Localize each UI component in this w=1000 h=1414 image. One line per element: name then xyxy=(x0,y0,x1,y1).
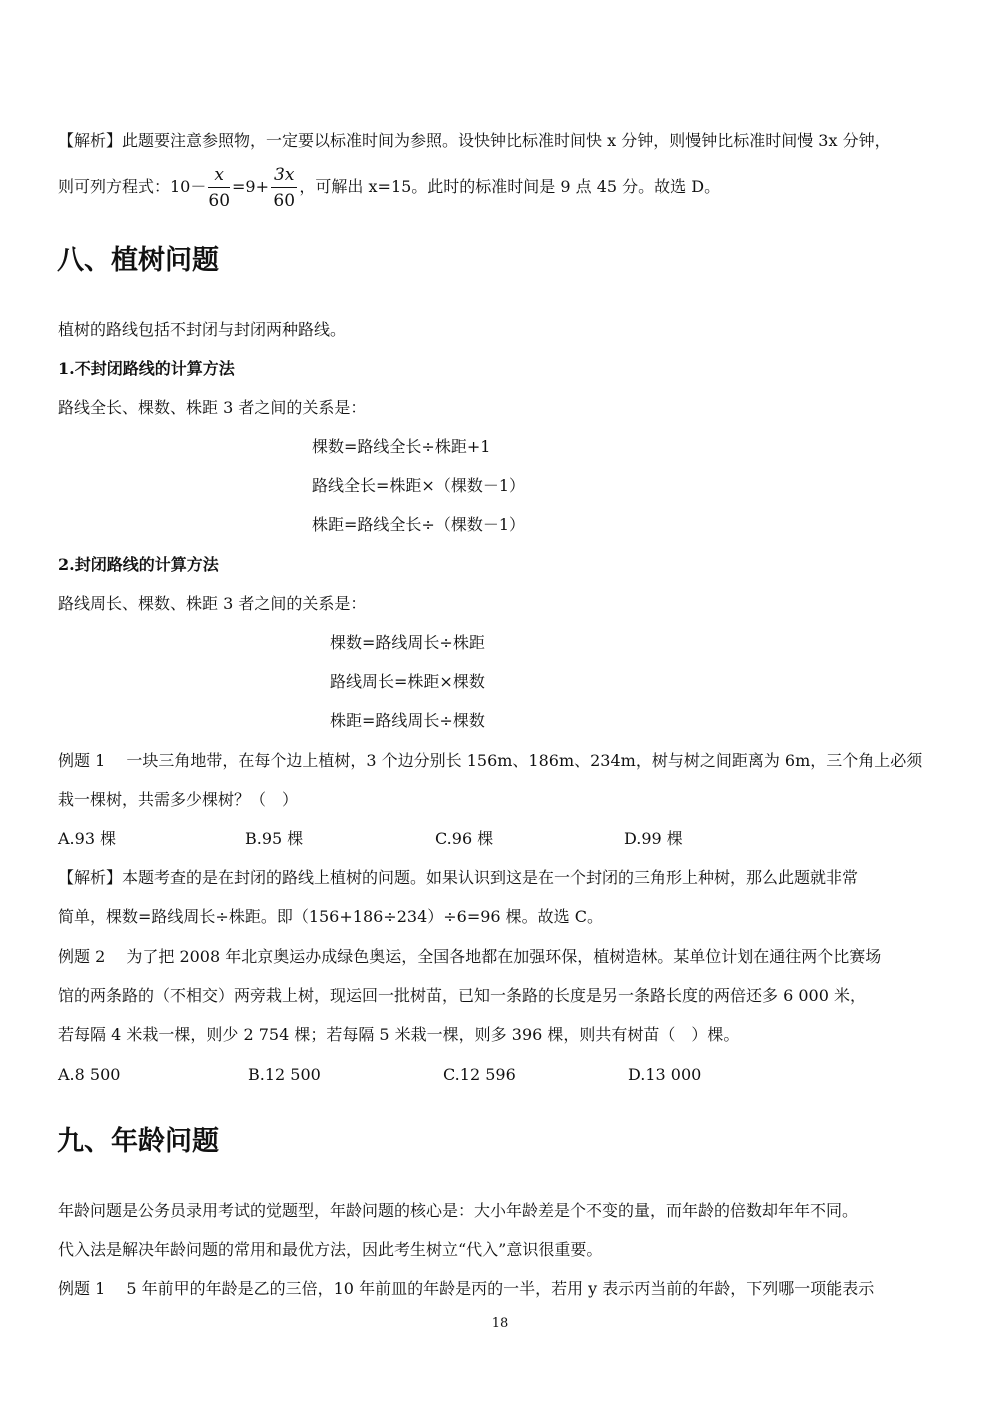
formula-line: 路线周长=株距×棵数 xyxy=(330,672,485,691)
option-d: D.13 000 xyxy=(628,1065,702,1084)
formula-line: 路线全长=株距×（棵数－1） xyxy=(312,476,525,495)
subsection-1-intro: 路线全长、棵数、株距 3 者之间的关系是： xyxy=(58,398,367,417)
analysis-line-1: 【解析】此题要注意参照物，一定要以标准时间为参照。设快钟比标准时间快 x 分钟，则慢钟比标准时间慢 3x 分钟， xyxy=(58,131,891,150)
option-b: B.95 棵 xyxy=(245,829,304,848)
example-2-line-1: 例题 2 为了把 2008 年北京奥运办成绿色奥运，全国各地都在加强环保，植树造林。某单位计划在通往两个比赛场 xyxy=(58,947,882,966)
section-9-heading: 九、年龄问题 xyxy=(57,1126,219,1157)
fraction-3x-over-60 xyxy=(271,165,297,211)
option-c: C.96 棵 xyxy=(435,829,494,848)
option-a: A.93 棵 xyxy=(58,829,117,848)
fraction-x-over-60 xyxy=(208,165,230,211)
subsection-2-title: 2.封闭路线的计算方法 xyxy=(58,555,219,574)
subsection-2-intro: 路线周长、棵数、株距 3 者之间的关系是： xyxy=(58,594,367,613)
section-9-intro-2: 代入法是解决年龄问题的常用和最优方法，因此考生树立“代入”意识很重要。 xyxy=(58,1240,603,1259)
section-9-intro-1: 年龄问题是公务员录用考试的觉题型，年龄问题的核心是：大小年龄差是个不变的量，而年龄的倍数却年年不同。 xyxy=(58,1201,859,1220)
example-2-line-2: 馆的两条路的（不相交）两旁栽上树，现运回一批树苗，已知一条路的长度是另一条路长度的两倍还多 6 000 米， xyxy=(58,986,866,1005)
section-8-heading: 八、植树问题 xyxy=(57,245,219,276)
example-1-analysis-1: 【解析】本题考查的是在封闭的路线上植树的问题。如果认识到这是在一个封闭的三角形上种树，那么此题就非常 xyxy=(58,868,859,887)
option-d: D.99 棵 xyxy=(624,829,683,848)
fraction-denominator: 60 xyxy=(273,190,296,211)
analysis-equation-line xyxy=(58,164,720,211)
section-8-intro: 植树的路线包括不封闭与封闭两种路线。 xyxy=(58,320,347,339)
fraction-denominator: 60 xyxy=(208,190,231,211)
page-number: 18 xyxy=(491,1316,509,1331)
formula-line: 株距=路线周长÷棵数 xyxy=(330,711,485,730)
example-1-analysis-2: 简单，棵数=路线周长÷株距。即（156+186÷234）÷6=96 棵。故选 C。 xyxy=(58,907,604,926)
example-1-line-1: 例题 1 一块三角地带，在每个边上植树，3 个边分别长 156m、186m、234m，树与树之间距离为 6m，三个角上必须 xyxy=(58,751,923,770)
equation-suffix: ，可解出 x=15。此时的标准时间是 9 点 45 分。故选 D。 xyxy=(299,177,721,196)
fraction-numerator: 3x xyxy=(271,165,297,188)
equation-middle: =9+ xyxy=(232,177,270,196)
section-9-example-1-line-1: 例题 1 5 年前甲的年龄是乙的三倍，10 年前皿的年龄是丙的一半，若用 y 表示丙当前的年龄，下列哪一项能表示 xyxy=(58,1279,875,1298)
option-c: C.12 596 xyxy=(443,1065,516,1084)
equation-prefix: 则可列方程式：10－ xyxy=(58,177,207,196)
fraction-numerator: x xyxy=(208,165,230,188)
example-2-line-3: 若每隔 4 米栽一棵，则少 2 754 棵；若每隔 5 米栽一棵，则多 396 棵，则共有树苗（ ）棵。 xyxy=(58,1025,740,1044)
formula-line: 棵数=路线周长÷株距 xyxy=(330,633,485,652)
formula-line: 棵数=路线全长÷株距+1 xyxy=(312,437,491,456)
option-a: A.8 500 xyxy=(58,1065,121,1084)
example-1-line-2: 栽一棵树，共需多少棵树？（ ） xyxy=(58,790,299,809)
option-b: B.12 500 xyxy=(248,1065,321,1084)
subsection-1-title: 1.不封闭路线的计算方法 xyxy=(58,359,235,378)
formula-line: 株距=路线全长÷（棵数－1） xyxy=(312,515,525,534)
